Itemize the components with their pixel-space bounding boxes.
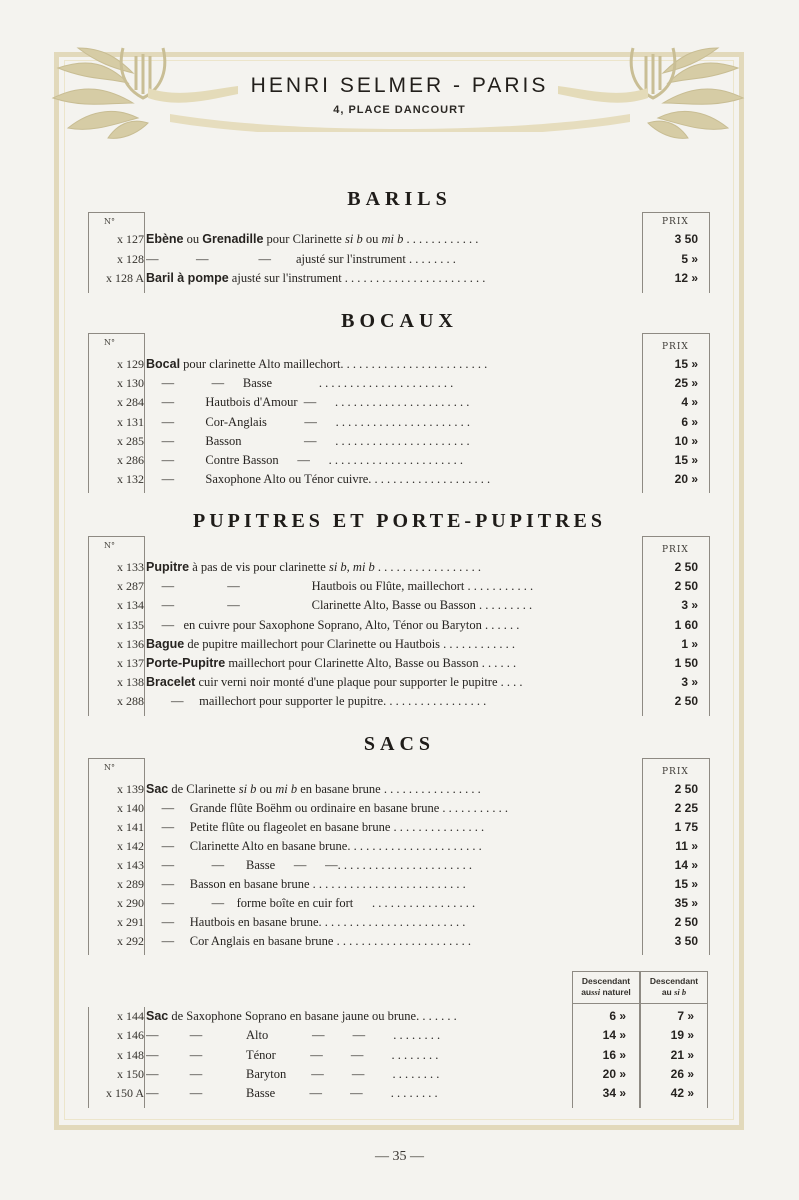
item-number: x 292 bbox=[117, 934, 144, 948]
item-description: — Hautbois d'Amour — . . . . . . . . . . . . . . . . . . . . . . bbox=[146, 395, 470, 410]
natural-price: 14 » bbox=[602, 1028, 626, 1043]
item-description: — Clarinette Alto en basane brune. . . . . . . . . . . . . . . . . . . . . . bbox=[146, 839, 482, 853]
b-flat-price-header: Descendant au si b bbox=[649, 976, 699, 997]
item-number: x 130 bbox=[117, 376, 144, 391]
item-description: — — Ténor — — . . . . . . . . bbox=[146, 1047, 439, 1062]
number-column-header: N° bbox=[104, 763, 115, 772]
item-price: 3 » bbox=[681, 598, 698, 613]
catalog-row bbox=[88, 434, 710, 453]
header-divider bbox=[572, 1003, 708, 1004]
item-number: x 289 bbox=[117, 877, 144, 891]
item-number: x 286 bbox=[117, 453, 144, 467]
item-description: — Cor-Anglais — . . . . . . . . . . . . . . . . . . . . . . bbox=[146, 414, 471, 429]
item-number: x 143 bbox=[117, 858, 144, 872]
price-column-header: PRIX bbox=[662, 217, 689, 227]
item-price: 3 » bbox=[681, 675, 698, 690]
item-number: x 144 bbox=[117, 1009, 144, 1023]
catalog-row bbox=[88, 1028, 710, 1047]
item-number: x 287 bbox=[117, 579, 144, 594]
catalog-row bbox=[88, 915, 710, 934]
catalog-row bbox=[88, 656, 710, 675]
item-number: x 290 bbox=[117, 896, 144, 910]
catalog-row bbox=[88, 579, 710, 598]
section-title-barils: BARILS bbox=[347, 188, 452, 210]
catalog-row bbox=[88, 858, 710, 877]
price-table-bocaux bbox=[88, 333, 710, 493]
item-number: x 284 bbox=[117, 395, 144, 410]
catalog-row bbox=[88, 271, 710, 290]
number-column-header: N° bbox=[104, 338, 115, 347]
catalog-row bbox=[88, 1067, 710, 1086]
catalog-row bbox=[88, 694, 710, 713]
item-number: x 291 bbox=[117, 915, 144, 929]
catalog-row bbox=[88, 618, 710, 637]
catalog-row bbox=[88, 232, 710, 251]
item-price: 10 » bbox=[674, 433, 698, 448]
section-title-pupitres-et-porte-pupitres: PUPITRES ET PORTE-PUPITRES bbox=[193, 510, 606, 532]
item-price: 12 » bbox=[674, 271, 698, 285]
catalog-row bbox=[88, 395, 710, 414]
natural-price: 20 » bbox=[602, 1066, 626, 1081]
item-price: 1 » bbox=[681, 636, 698, 651]
item-number: x 285 bbox=[117, 433, 144, 448]
catalog-row bbox=[88, 896, 710, 915]
catalog-row bbox=[88, 782, 710, 801]
catalog-row bbox=[88, 357, 710, 376]
item-price: 14 » bbox=[674, 858, 698, 872]
price-table-barils bbox=[88, 212, 710, 293]
item-description: — maillechort pour supporter le pupitre. . . . . . . . . . . . . . . . . bbox=[146, 694, 487, 709]
number-column-header: N° bbox=[104, 217, 115, 226]
price-column-header: PRIX bbox=[662, 767, 689, 777]
item-number: x 140 bbox=[117, 801, 144, 815]
catalog-row bbox=[88, 1086, 710, 1105]
b-flat-price: 21 » bbox=[670, 1047, 694, 1062]
price-table-sacs bbox=[88, 758, 710, 955]
item-description: — Basson — . . . . . . . . . . . . . . . . . . . . . . bbox=[146, 433, 470, 448]
item-price: 4 » bbox=[681, 395, 698, 410]
natural-price: 16 » bbox=[602, 1047, 626, 1062]
item-price: 25 » bbox=[674, 376, 698, 391]
b-flat-price: 19 » bbox=[670, 1028, 694, 1043]
item-number: x 137 bbox=[117, 656, 144, 670]
b-flat-price: 42 » bbox=[670, 1086, 694, 1101]
item-description: Ebène ou Grenadille pour Clarinette si b ou mi b . . . . . . . . . . . . bbox=[146, 232, 479, 246]
section-title-sacs: SACS bbox=[363, 733, 436, 755]
item-number: x 288 bbox=[117, 694, 144, 709]
catalog-row bbox=[88, 934, 710, 953]
item-description: Sac de Clarinette si b ou mi b en basane brune . . . . . . . . . . . . . . . . bbox=[146, 782, 481, 796]
number-column-header: N° bbox=[104, 541, 115, 550]
item-number: x 132 bbox=[117, 472, 144, 487]
item-description: — — Basse . . . . . . . . . . . . . . . . . . . . . . bbox=[146, 376, 454, 391]
item-price: 15 » bbox=[674, 877, 698, 891]
catalog-row bbox=[88, 839, 710, 858]
item-description: Sac de Saxophone Soprano en basane jaune ou brune. . . . . . . bbox=[146, 1009, 457, 1023]
catalog-row bbox=[88, 877, 710, 896]
item-price: 3 50 bbox=[674, 232, 698, 246]
item-description: — Saxophone Alto ou Ténor cuivre. . . . . . . . . . . . . . . . . . . . bbox=[146, 472, 491, 487]
item-number: x 136 bbox=[117, 636, 144, 651]
catalog-row bbox=[88, 801, 710, 820]
item-description: Bague de pupitre maillechort pour Clarinette ou Hautbois . . . . . . . . . . . . bbox=[146, 636, 516, 651]
item-price: 5 » bbox=[681, 251, 698, 266]
item-description: Baril à pompe ajusté sur l'instrument . . . . . . . . . . . . . . . . . . . . . . . bbox=[146, 271, 486, 285]
item-number: x 135 bbox=[117, 617, 144, 632]
item-description: — Cor Anglais en basane brune . . . . . . . . . . . . . . . . . . . . . . bbox=[146, 934, 471, 948]
catalog-row bbox=[88, 675, 710, 694]
catalog-row bbox=[88, 252, 710, 271]
catalog-row bbox=[88, 820, 710, 839]
catalog-row bbox=[88, 637, 710, 656]
item-description: Bracelet cuir verni noir monté d'une plaque pour supporter le pupitre . . . . bbox=[146, 675, 523, 690]
item-price: 1 75 bbox=[674, 820, 698, 834]
item-description: — — Clarinette Alto, Basse ou Basson . . . . . . . . . bbox=[146, 598, 533, 613]
natural-price: 6 » bbox=[609, 1009, 626, 1023]
item-number: x 128 A bbox=[105, 271, 144, 285]
item-number: x 146 bbox=[117, 1028, 144, 1043]
item-description: — Petite flûte ou flageolet en basane brune . . . . . . . . . . . . . . . bbox=[146, 820, 485, 834]
item-price: 2 25 bbox=[674, 801, 698, 815]
item-number: x 138 bbox=[117, 675, 144, 690]
item-number: x 129 bbox=[117, 357, 144, 371]
company-address: 4, PLACE DANCOURT bbox=[333, 104, 466, 116]
item-description: — — Hautbois ou Flûte, maillechort . . . . . . . . . . . bbox=[146, 579, 534, 594]
b-flat-price: 26 » bbox=[670, 1066, 694, 1081]
company-title: HENRI SELMER - PARIS bbox=[250, 74, 549, 97]
item-number: x 128 bbox=[117, 251, 144, 266]
item-description: — — Baryton — — . . . . . . . . bbox=[146, 1066, 440, 1081]
item-number: x 134 bbox=[117, 598, 144, 613]
catalog-row bbox=[88, 598, 710, 617]
item-price: 2 50 bbox=[674, 579, 698, 594]
page-number: — 35 — bbox=[375, 1149, 424, 1164]
item-price: 3 50 bbox=[674, 934, 698, 948]
price-column-header: PRIX bbox=[662, 545, 689, 555]
item-price: 11 » bbox=[675, 839, 698, 853]
item-description: Bocal pour clarinette Alto maillechort. . . . . . . . . . . . . . . . . . . . . . . . bbox=[146, 357, 488, 371]
item-number: x 148 bbox=[117, 1047, 144, 1062]
item-price: 15 » bbox=[674, 453, 698, 467]
catalog-row bbox=[88, 560, 710, 579]
item-description: Pupitre à pas de vis pour clarinette si b, mi b . . . . . . . . . . . . . . . . . bbox=[146, 560, 482, 574]
item-description: — — Alto — — . . . . . . . . bbox=[146, 1028, 441, 1043]
catalog-row bbox=[88, 1009, 710, 1028]
item-description: — Contre Basson — . . . . . . . . . . . . . . . . . . . . . . bbox=[146, 453, 464, 467]
item-number: x 127 bbox=[117, 232, 144, 246]
item-price: 2 50 bbox=[674, 915, 698, 929]
item-number: x 139 bbox=[117, 782, 144, 796]
natural-price: 34 » bbox=[602, 1086, 626, 1101]
natural-price-header: Descendant aussi naturel bbox=[581, 976, 631, 997]
price-column-header: PRIX bbox=[662, 342, 689, 352]
item-price: 2 50 bbox=[674, 560, 698, 574]
item-price: 2 50 bbox=[674, 694, 698, 709]
item-description: — Hautbois en basane brune. . . . . . . . . . . . . . . . . . . . . . . . bbox=[146, 915, 466, 929]
item-description: — Basson en basane brune . . . . . . . . . . . . . . . . . . . . . . . . . bbox=[146, 877, 466, 891]
saxophone-case-table bbox=[88, 971, 710, 1108]
item-description: — — forme boîte en cuir fort . . . . . . . . . . . . . . . . . bbox=[146, 896, 476, 910]
item-price: 35 » bbox=[674, 896, 698, 910]
item-price: 2 50 bbox=[674, 782, 698, 796]
item-description: — — Basse — —. . . . . . . . . . . . . . . . . . . . . . bbox=[146, 858, 473, 872]
catalog-row bbox=[88, 415, 710, 434]
price-table-pupitres-et-porte-pupitres bbox=[88, 536, 710, 716]
item-number: x 142 bbox=[117, 839, 144, 853]
item-number: x 150 A bbox=[105, 1086, 144, 1101]
item-description: — Grande flûte Boëhm ou ordinaire en basane brune . . . . . . . . . . . bbox=[146, 801, 509, 815]
item-price: 1 60 bbox=[674, 617, 698, 632]
item-price: 1 50 bbox=[674, 656, 698, 670]
catalog-row bbox=[88, 376, 710, 395]
item-number: x 131 bbox=[117, 414, 144, 429]
item-number: x 150 bbox=[117, 1066, 144, 1081]
item-number: x 133 bbox=[117, 560, 144, 574]
item-price: 6 » bbox=[681, 414, 698, 429]
item-price: 15 » bbox=[674, 357, 698, 371]
item-description: Porte-Pupitre maillechort pour Clarinette Alto, Basse ou Basson . . . . . . bbox=[146, 656, 517, 670]
section-title-bocaux: BOCAUX bbox=[341, 310, 458, 332]
item-description: — en cuivre pour Saxophone Soprano, Alto, Ténor ou Baryton . . . . . . bbox=[146, 617, 520, 632]
item-description: — — — ajusté sur l'instrument . . . . . . . . bbox=[146, 251, 456, 266]
b-flat-price: 7 » bbox=[677, 1009, 694, 1023]
catalog-row bbox=[88, 472, 710, 491]
item-description: — — Basse — — . . . . . . . . bbox=[146, 1086, 438, 1101]
catalog-row bbox=[88, 453, 710, 472]
item-price: 20 » bbox=[674, 472, 698, 487]
item-number: x 141 bbox=[117, 820, 144, 834]
catalog-row bbox=[88, 1048, 710, 1067]
